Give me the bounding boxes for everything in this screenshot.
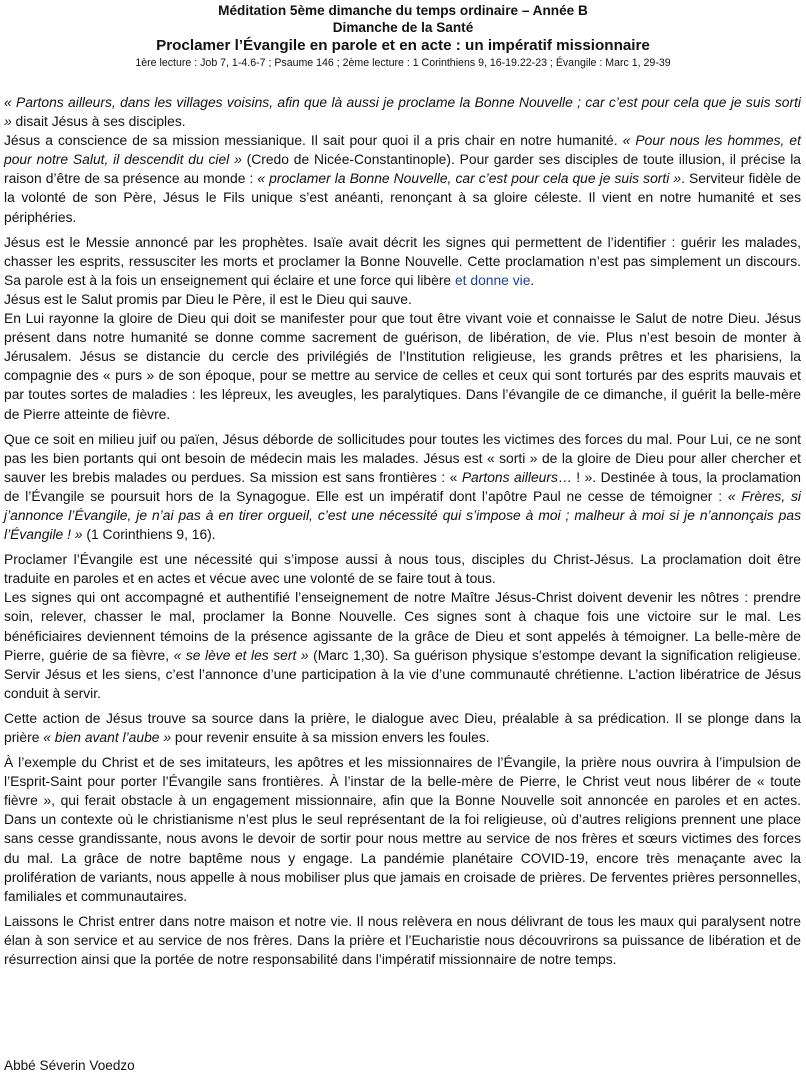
paragraph-3 (4, 233, 801, 290)
paragraph-4: Jésus est le Salut promis par Dieu le Père, il est le Dieu qui sauve. (4, 290, 412, 307)
text: (Marc 1,30). Sa guérison physique s’estompe devant la signification religieuse. Servir Jésus et les siens, c’est l’annonce d’une participation à la vie d’une communauté chrétienne. L’action libératrice de Jésus conduit à servir. (4, 646, 801, 701)
document-subtitle: Dimanche de la Santé (332, 20, 474, 35)
document-header (0, 0, 806, 70)
text: Les signes qui ont accompagné et authentifié l’enseignement de notre Maître Jésus-Christ doivent devenir les nôtres : prendre soin, relever, chasser le mal, proclamer la Bonne Nouvelle. Ces signes sont à chaque fois une victoire sur le mal. Les bénéficiaires deviennent témoins de la présence agissante de la grâce de Dieu et sont appelés à témoigner. La belle-mère de Pierre, guérie de sa fièvre, (4, 589, 801, 663)
quote: Partons ailleurs (461, 468, 558, 485)
paragraph-10: À l’exemple du Christ et de ses imitateurs, les apôtres et les missionnaires de l’Évangile, la prière nous ouvrira à l’impulsion de l’Esprit-Saint pour porter l’Évangile sans frontières. À l’instar de la belle-mère de Pierre, le Christ veut nous libérer de « toute fièvre », qui ferait obstacle à un engagement missionnaire, afin que la Bonne Nouvelle soit annoncée en paroles et en actes. Dans un contexte où le christianisme n’est plus le seul représentant de la foi religieuse, où d’autres religions prennent une place sans cesse grandissante, nous avons le devoir de sortir pour nous mettre au service de nos frères et sœurs victimes des forces du mal. La grâce de notre baptême nous y engage. La pandémie planétaire COVID-19, encore très menaçante avec la prolifération de variants, nous appelle à nous mobiliser plus que jamais en croisade de prières. De ferventes prières personnelles, familiales et communautaires. (4, 754, 801, 904)
text: . (530, 271, 535, 288)
paragraph-5: En Lui rayonne la gloire de Dieu qui doit se manifester pour que tout être vivant voie et connaisse le Salut de notre Dieu. Jésus présent dans notre humanité se donne comme sacrement de guérison, de libération, de vie. Plus n’est besoin de monter à Jérusalem. Jésus se distancie du cercle des privilégiés de l’Institution religieuse, les grands prêtres et les pharisiens, la compagnie des « purs » de son époque, pour se mettre au service de celles et ceux qui sont torturés par des esprits mauvais et par toutes sortes de maladies : les lépreux, les aveugles, les paralytiques. Dans l’évangile de ce dimanche, il guérit la belle-mère de Pierre atteinte de fièvre. (4, 310, 801, 422)
quote: « se lève et les sert » (173, 646, 309, 663)
text: pour revenir ensuite à sa mission envers les foules. (171, 729, 490, 745)
paragraph-2 (4, 131, 801, 226)
paragraph-1 (4, 93, 801, 131)
text: disait Jésus à ses disciples. (11, 113, 186, 130)
quote: « Pour nous les hommes, et pour notre Salut, il descendit du ciel » (4, 132, 801, 168)
quote: « Partons ailleurs, dans les villages voisins, afin que là aussi je proclame la Bonne Nouvelle ; car c’est pour cela que je suis sorti » (4, 94, 801, 130)
text: . Serviteur fidèle de la volonté de son Père, Jésus le Fils unique s’est anéanti, renonçant à sa gloire céleste. Il vient en notre humanité et ses périphéries. (4, 170, 801, 225)
paragraph-6 (4, 430, 801, 545)
quote: « proclamer la Bonne Nouvelle, car c’est pour cela que je suis sorti » (257, 170, 682, 187)
document-heading: Proclamer l’Évangile en parole et en acte : un impératif missionnaire (156, 37, 650, 54)
text-link[interactable]: et donne vie (454, 271, 531, 288)
paragraph-8 (4, 588, 801, 703)
quote: « Frères, si j’annonce l’Évangile, je n’ai pas à en tirer orgueil, c’est une nécessité qui s’impose à moi ; malheur à moi si je n’annonçais pas l’Évangile ! » (4, 487, 801, 543)
document-body (4, 93, 801, 969)
text: Jésus a conscience de sa mission messianique. Il sait pour quoi il a pris chair en notre humanité. (4, 132, 623, 149)
document-title: Méditation 5ème dimanche du temps ordinaire – Année B (218, 3, 588, 18)
text: Que ce soit en milieu juif ou païen, Jésus déborde de sollicitudes pour toutes les victimes des forces du mal. Pour Lui, ce ne sont pas les bien portants qui ont besoin de médecin mais les malades. Jésus est « sorti » de la gloire de Dieu pour aller chercher et sauver les brebis malades ou perdues. Sa mission est sans frontières : « (4, 430, 801, 485)
text: Jésus est le Messie annoncé par les prophètes. Isaïe avait décrit les signes qui permettent de l’identifier : guérir les malades, chasser les esprits, ressusciter les morts et proclamer la Bonne Nouvelle. Cette proclamation n’est pas simplement un discours. Sa parole est à la fois un enseignement qui éclaire et une force qui libère (4, 233, 801, 288)
text: (1 Corinthiens 9, 16). (82, 526, 216, 543)
quote: « bien avant l’aube » (43, 729, 172, 745)
text: (Credo de Nicée-Constantinople). Pour garder ses disciples de toute illusion, il précise la raison d’être de sa présence au monde : (4, 151, 801, 187)
paragraph-11: Laissons le Christ entrer dans notre maison et notre vie. Il nous relèvera en nous délivrant de tous les maux qui paralysent notre élan à son service et au service de nos frères. Dans la prière et l’Eucharistie nous découvrirons sa puissance de libération et de résurrection ainsi que la portée de notre responsabilité dans l’impératif missionnaire de notre temps. (4, 912, 801, 968)
text: … ! ». Destinée à tous, la proclamation de l’Évangile se poursuit hors de la Synagogue. Elle est un impératif dont l’apôtre Paul ne cesse de témoigner : (4, 468, 801, 504)
signature: Abbé Séverin Voedzo (4, 1058, 135, 1073)
paragraph-9 (4, 709, 801, 747)
paragraph-7: Proclamer l’Évangile est une nécessité qui s’impose aussi à nous tous, disciples du Christ-Jésus. La proclamation doit être traduite en paroles et en actes et vécue avec une volonté de se faire tout à tous. (4, 551, 801, 587)
readings-line: 1ère lecture : Job 7, 1-4.6-7 ; Psaume 146 ; 2ème lecture : 1 Corinthiens 9, 16-19.22-23 ; Évangile : Marc 1, 29-39 (135, 57, 671, 69)
text: Cette action de Jésus trouve sa source dans la prière, le dialogue avec Dieu, préalable à sa prédication. Il se plonge dans la prière (4, 709, 801, 745)
